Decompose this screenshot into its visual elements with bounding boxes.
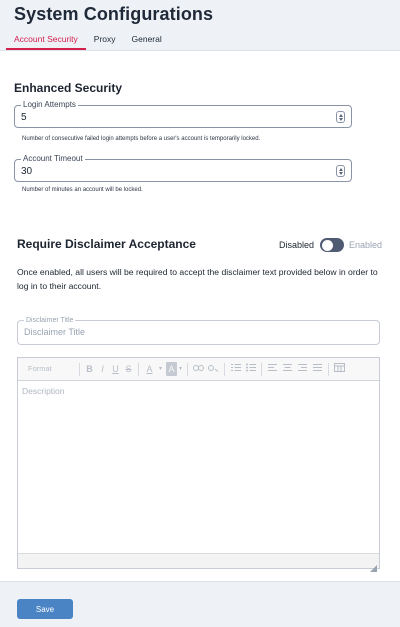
editor-statusbar [18,553,379,568]
tab-general[interactable]: General [131,34,162,44]
strikethrough-button[interactable]: S [125,364,132,374]
toolbar-separator [79,363,80,376]
resize-handle-icon[interactable] [370,559,377,566]
disclaimer-description: Once enabled, all users will be required to accept the disclaimer text provided below in order to log in to their account. [17,267,378,291]
chevron-down-icon[interactable]: ▾ [178,366,182,372]
toolbar-separator [187,363,188,376]
disclaimer-title-legend: Disclaimer Title [26,317,74,324]
login-attempts-value[interactable]: 5 [21,112,27,123]
text-color-button[interactable]: A [146,364,153,374]
toolbar-separator [138,363,139,376]
description-textarea[interactable] [18,381,379,553]
account-timeout-helper: Number of minutes an account will be locked. [22,187,143,193]
bold-button[interactable]: B [86,364,93,374]
account-timeout-label: Account Timeout [23,154,83,163]
page-footer [0,581,400,627]
settings-tabs [0,28,170,50]
toggle-knob [322,240,333,251]
link-icon[interactable] [191,362,206,376]
italic-button[interactable]: I [101,364,104,374]
editor-body[interactable] [18,381,379,553]
account-timeout-value[interactable]: 30 [21,166,33,177]
tab-account-security[interactable]: Account Security [6,28,86,50]
toolbar-separator [261,363,262,376]
bullet-list-icon[interactable] [243,362,258,376]
tab-proxy[interactable]: Proxy [93,34,116,44]
enhanced-security-title: Enhanced Security [14,81,123,95]
disclaimer-toggle-group [279,238,382,252]
chevron-down-icon[interactable]: ▾ [158,366,162,372]
account-timeout-field[interactable] [14,154,352,182]
login-attempts-helper: Number of consecutive failed login attempts before a user's account is temporarily locked. [22,136,261,142]
settings-content [0,51,400,581]
disclaimer-editor [17,357,380,569]
underline-button[interactable]: U [112,364,119,374]
toggle-enabled-label: Enabled [349,240,383,250]
login-attempts-stepper-icon[interactable] [336,111,345,123]
disclaimer-toggle[interactable] [320,238,344,252]
ordered-list-icon[interactable] [228,362,243,376]
editor-toolbar [18,358,379,381]
page-header [0,0,400,50]
table-icon[interactable] [332,362,347,376]
login-attempts-field[interactable] [14,100,352,128]
page-title: System Configurations [14,4,214,24]
disclaimer-title-input[interactable] [24,327,364,337]
toolbar-separator [224,363,225,376]
format-dropdown[interactable]: Format [28,364,52,373]
login-attempts-label: Login Attempts [23,100,76,109]
background-color-button[interactable]: A [166,362,177,376]
align-justify-icon[interactable] [310,362,325,376]
align-left-icon[interactable] [265,362,280,376]
toolbar-separator [328,363,329,376]
align-center-icon[interactable] [280,362,295,376]
account-timeout-stepper-icon[interactable] [336,165,345,177]
toggle-disabled-label: Disabled [279,240,315,250]
require-disclaimer-title: Require Disclaimer Acceptance [17,237,196,251]
save-button[interactable]: Save [17,599,73,619]
unlink-icon[interactable] [206,362,221,376]
align-right-icon[interactable] [295,362,310,376]
disclaimer-title-field[interactable] [17,317,380,345]
